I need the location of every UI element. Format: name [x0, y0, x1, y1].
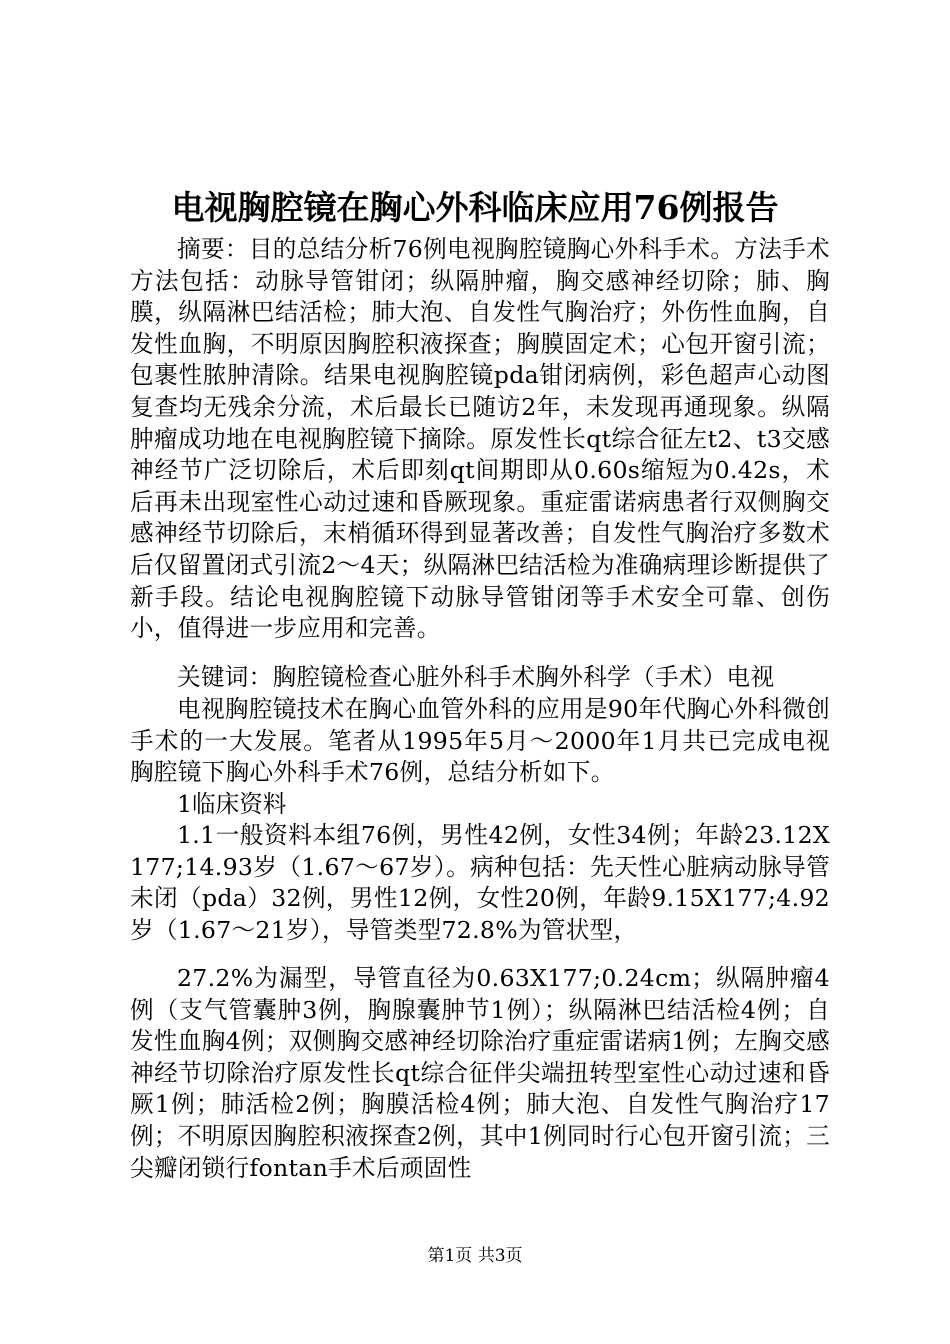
section-heading-clinical-data: 1临床资料 [177, 790, 287, 818]
section-1-1-paragraph: 1.1一般资料本组76例，男性42例，女性34例；年龄23.12X177;14.93岁（1.67～67岁）。病种包括：先天性心脏病动脉导管未闭（pda）32例，男性12例，女性20例，年龄9.15X177;4.92岁（1.67～21岁），导管类型72.8%为管状型， [130, 821, 830, 944]
section-1-1-continued-paragraph: 27.2%为漏型，导管直径为0.63X177;0.24cm；纵隔肿瘤4例（支气管囊肿3例，胸腺囊肿节1例）；纵隔淋巴结活检4例；自发性血胸4例；双侧胸交感神经切除治疗重症雷诺病1例；左胸交感神经节切除治疗原发性长qt综合征伴尖端扭转型室性心动过速和昏厥1例；肺活检2例；胸膜活检4例；肺大泡、自发性气胸治疗17例；不明原因胸腔积液探查2例，其中1例同时行心包开窗引流；三尖瓣闭锁行fontan手术后顽固性 [130, 964, 830, 1182]
document-title: 电视胸腔镜在胸心外科临床应用76例报告 [171, 188, 779, 227]
abstract-paragraph: 摘要：目的总结分析76例电视胸腔镜胸心外科手术。方法手术方法包括：动脉导管钳闭；纵隔肿瘤，胸交感神经切除；肺、胸膜，纵隔淋巴结活检；肺大泡、自发性气胸治疗；外伤性血胸，自发性血胸，不明原因胸腔积液探查；胸膜固定术；心包开窗引流；包裹性脓肿清除。结果电视胸腔镜pda钳闭病例，彩色超声心动图复查均无残余分流，术后最长已随访2年，未发现再通现象。纵隔肿瘤成功地在电视胸腔镜下摘除。原发性长qt综合征左t2、t3交感神经节广泛切除后，术后即刻qt间期即从0.60s缩短为0.42s，术后再未出现室性心动过速和昏厥现象。重症雷诺病患者行双侧胸交感神经节切除后，末梢循环得到显著改善；自发性气胸治疗多数术后仅留置闭式引流2～4天；纵隔淋巴结活检为准确病理诊断提供了新手段。结论电视胸腔镜下动脉导管钳闭等手术安全可靠、创伤小，值得进一步应用和完善。 [130, 235, 830, 643]
intro-paragraph: 电视胸腔镜技术在胸心血管外科的应用是90年代胸心外科微创手术的一大发展。笔者从1995年5月～2000年1月共已完成电视胸腔镜下胸心外科手术76例，总结分析如下。 [130, 695, 830, 787]
page-number-footer: 第1页 共3页 [427, 1246, 523, 1266]
keywords-paragraph: 关键词：胸腔镜检查心脏外科手术胸外科学（手术）电视 [177, 663, 775, 691]
